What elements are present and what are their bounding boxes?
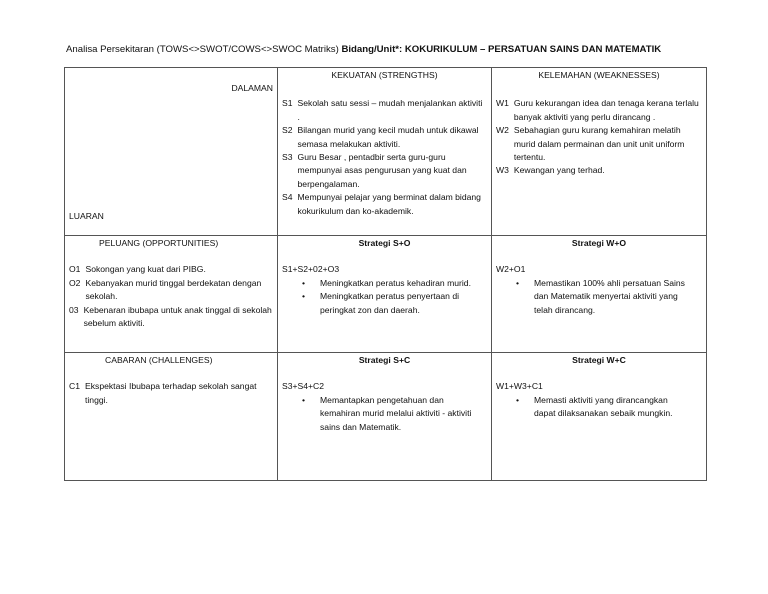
- opportunity-item: 03 Kebenaran ibubapa untuk anak tinggal di sekolah sebelum aktiviti.: [69, 304, 272, 329]
- sc-combo: S3+S4+C2: [282, 381, 325, 392]
- strength-item: S2 Bilangan murid yang kecil mudah untuk dikawal semasa melakukan aktiviti.: [282, 125, 479, 149]
- dalaman-label: DALAMAN: [231, 83, 273, 93]
- wo-strategy-header: Strategi W+O: [571, 238, 627, 248]
- so-strategy-header: Strategi S+O: [358, 238, 411, 248]
- wc-strategy-header: Strategi W+C: [572, 355, 626, 365]
- bullet-icon: •: [302, 291, 306, 302]
- sc-strategy-cell: [278, 353, 492, 481]
- weakness-item: W1 Guru kekurangan idea dan tenaga kerana terlalu banyak aktiviti yang perlu dirancang .: [496, 98, 699, 122]
- corner-cell: [65, 68, 278, 236]
- so-bullet-item: • Meningkatkan peratus penyertaan di peringkat zon dan daerah.: [282, 290, 487, 317]
- challenges-header: CABARAN (CHALLENGES): [105, 355, 213, 365]
- so-combo: S1+S2+02+O3: [282, 264, 340, 275]
- weaknesses-cell: [492, 68, 707, 236]
- weakness-item: W3 Kewangan yang terhad.: [496, 165, 605, 176]
- so-strategy-cell: [278, 236, 492, 353]
- opportunities-header: PELUANG (OPPORTUNITIES): [99, 238, 219, 248]
- opportunity-item: O1 Sokongan yang kuat dari PIBG.: [69, 264, 206, 275]
- opportunities-cell: [65, 236, 278, 353]
- bullet-icon: •: [516, 394, 520, 405]
- challenges-cell: [65, 353, 278, 481]
- so-bullet-item: • Meningkatkan peratus kehadiran murid.: [282, 277, 487, 290]
- challenge-item: C1 Ekspektasi Ibubapa terhadap sekolah sangat tinggi.: [69, 381, 257, 405]
- strengths-header: KEKUATAN (STRENGTHS): [331, 70, 438, 80]
- bullet-icon: •: [516, 277, 520, 288]
- weakness-item: W2 Sebahagian guru kurang kemahiran melatih murid dalam permainan dan unit unit uniform tertentu.: [496, 125, 685, 163]
- bullet-icon: •: [302, 277, 306, 288]
- wo-bullet-item: • Memastikan 100% ahli persatuan Sains dan Matematik menyertai aktiviti yang telah dirancang.: [496, 277, 702, 317]
- strengths-cell: [278, 68, 492, 236]
- wc-strategy-cell: [492, 353, 707, 481]
- document-title: [66, 43, 756, 56]
- wo-strategy-cell: [492, 236, 707, 353]
- strength-item: S1 Sekolah satu sessi – mudah menjalankan aktiviti .: [282, 98, 483, 122]
- strength-item: S4 Mempunyai pelajar yang berminat dalam bidang kokurikulum dan ko-akademik.: [282, 192, 481, 216]
- sc-bullet-item: • Memantapkan pengetahuan dan kemahiran murid melalui aktiviti - aktiviti sains dan Matematik.: [282, 394, 487, 434]
- title-unit: Bidang/Unit*: KOKURIKULUM – PERSATUAN SAINS DAN MATEMATIK: [341, 44, 662, 55]
- tows-matrix-table: [64, 67, 707, 481]
- opportunity-item: O2 Kebanyakan murid tinggal berdekatan dengan sekolah.: [69, 277, 262, 302]
- weaknesses-header: KELEMAHAN (WEAKNESSES): [538, 70, 660, 80]
- bullet-icon: •: [302, 394, 306, 405]
- title-prefix: Analisa Persekitaran (TOWS<>SWOT/COWS<>SWOC Matriks): [66, 44, 339, 55]
- wc-bullet-item: • Memasti aktiviti yang dirancangkan dapat dilaksanakan sebaik mungkin.: [496, 394, 702, 421]
- strength-item: S3 Guru Besar , pentadbir serta guru-guru mempunyai asas pengurusan yang kuat dan berpengalaman.: [282, 152, 467, 189]
- wo-combo: W2+O1: [496, 264, 526, 275]
- wc-combo: W1+W3+C1: [496, 381, 543, 392]
- sc-strategy-header: Strategi S+C: [358, 355, 411, 365]
- luaran-label: LUARAN: [69, 211, 104, 221]
